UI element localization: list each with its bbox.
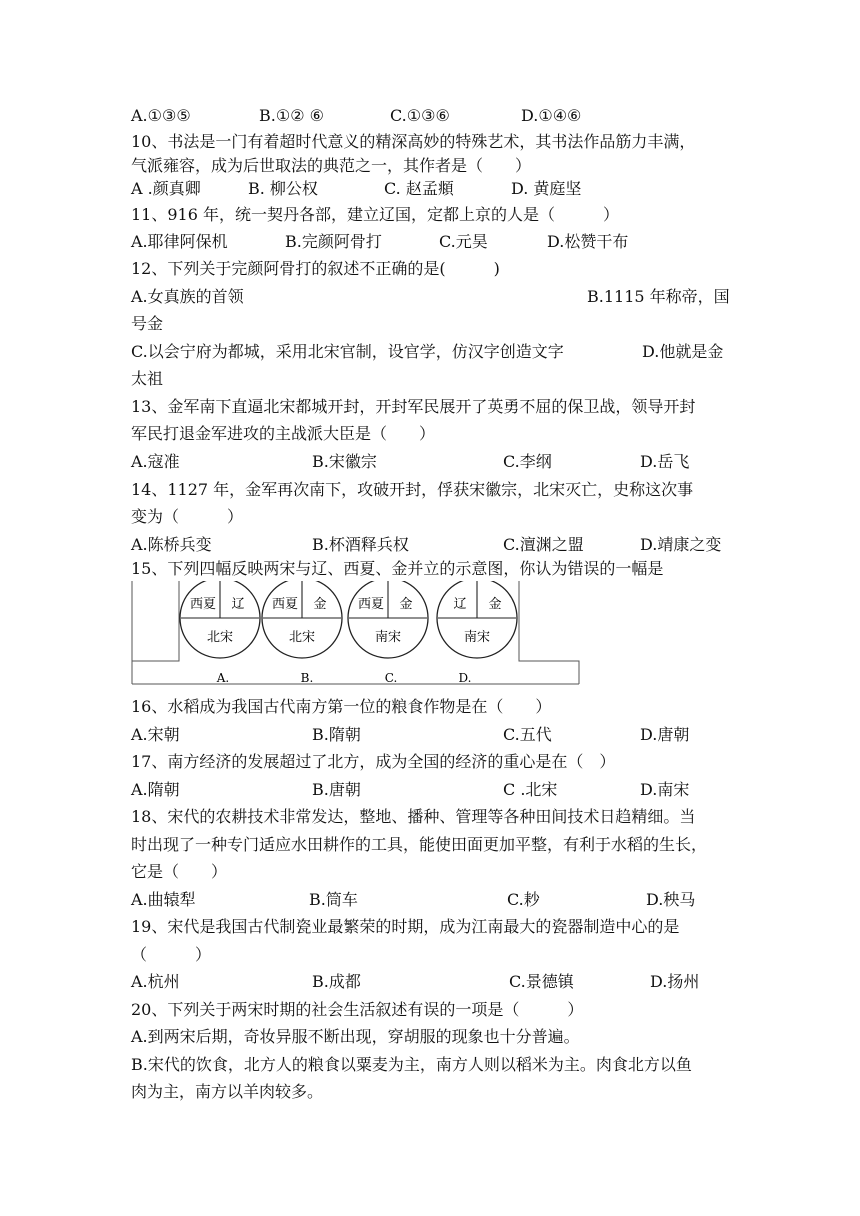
q17-option-d: D.南宋 xyxy=(640,780,690,799)
q19-stem-line1: 19、宋代是我国古代制瓷业最繁荣的时期，成为江南最大的瓷器制造中心的是 xyxy=(131,917,680,936)
q12-option-b-cont: 号金 xyxy=(131,314,164,333)
q17-option-c: C .北宋 xyxy=(503,780,558,799)
q10-stem-line2: 气派雍容，成为后世取法的典范之一，其作者是（ ） xyxy=(131,156,532,175)
q18-stem-line2: 时出现了一种专门适应水田耕作的工具，能使田面更加平整，有利于水稻的生长， xyxy=(131,835,708,854)
diagram-b xyxy=(262,581,342,685)
q14-option-c: C.澶渊之盟 xyxy=(503,535,584,554)
q14-option-a: A.陈桥兵变 xyxy=(131,535,212,554)
q13-stem-line1: 13、金军南下直逼北宋都城开封，开封军民展开了英勇不屈的保卫战，领导开封 xyxy=(131,397,696,416)
q13-option-b: B.宋徽宗 xyxy=(312,452,377,471)
q16-option-c: C.五代 xyxy=(503,725,552,744)
diagram-b-top-right: 金 xyxy=(313,597,327,612)
q11-option-a: A.耶律阿保机 xyxy=(131,232,228,251)
q18-option-d: D.秧马 xyxy=(646,890,696,909)
q20-option-b-line1: B.宋代的饮食，北方人的粮食以粟麦为主，南方人则以稻米为主。肉食北方以鱼 xyxy=(131,1055,692,1074)
diagram-d-label: D. xyxy=(458,671,472,685)
diagram-b-label: B. xyxy=(300,671,314,685)
diagram-a-top-right: 辽 xyxy=(231,597,245,612)
q15-diagram-figure xyxy=(131,581,581,689)
diagram-a xyxy=(180,581,260,685)
q19-option-d: D.扬州 xyxy=(650,972,700,991)
frame-right-bracket xyxy=(519,581,579,684)
q9-option-d: D.①④⑥ xyxy=(521,106,582,125)
q11-option-d: D.松赞干布 xyxy=(547,232,629,251)
q18-option-a: A.曲辕犁 xyxy=(131,890,196,909)
q11-stem: 11、916 年，统一契丹各部，建立辽国，定都上京的人是（ ） xyxy=(131,205,619,224)
diagram-d-top-right: 金 xyxy=(488,597,502,612)
diagram-a-top-left: 西夏 xyxy=(189,597,217,612)
q11-option-b: B.完颜阿骨打 xyxy=(285,232,382,251)
q10-option-d: D. 黄庭坚 xyxy=(511,179,582,198)
diagram-c-bottom: 南宋 xyxy=(374,630,402,645)
q12-stem: 12、下列关于完颜阿骨打的叙述不正确的是( ) xyxy=(131,259,500,278)
q9-option-b: B.①② ⑥ xyxy=(259,106,324,125)
q18-option-c: C.耖 xyxy=(507,890,540,909)
q14-stem-line2: 变为（ ） xyxy=(131,507,244,526)
q10-option-b: B. 柳公权 xyxy=(248,179,318,198)
q18-stem-line1: 18、宋代的农耕技术非常发达，整地、播种、管理等各种田间技术日趋精细。当 xyxy=(131,807,696,826)
q17-option-b: B.唐朝 xyxy=(312,780,361,799)
diagram-a-label: A. xyxy=(216,671,230,685)
q12-option-d-cont: 太祖 xyxy=(131,369,164,388)
q19-stem-line2: （ ） xyxy=(131,945,212,964)
q13-option-a: A.寇准 xyxy=(131,452,180,471)
diagram-c-top-left: 西夏 xyxy=(357,597,385,612)
q13-stem-line2: 军民打退金军进攻的主战派大臣是（ ） xyxy=(131,424,436,443)
q12-option-a: A.女真族的首领 xyxy=(131,287,244,306)
q10-stem-line1: 10、书法是一门有着超时代意义的精深高妙的特殊艺术，其书法作品筋力丰满， xyxy=(131,132,696,151)
q12-option-d: D.他就是金 xyxy=(642,342,724,361)
diagram-d-bottom: 南宋 xyxy=(463,630,491,645)
q9-option-c: C.①③⑥ xyxy=(390,106,450,125)
q12-option-c: C.以会宁府为都城，采用北宋官制，设官学，仿汉字创造文字 xyxy=(131,342,564,361)
q18-stem-line3: 它是（ ） xyxy=(131,862,228,881)
q10-option-c: C. 赵孟頫 xyxy=(384,179,454,198)
q20-option-a: A.到两宋后期，奇妆异服不断出现，穿胡服的现象也十分普遍。 xyxy=(131,1027,580,1046)
q16-option-b: B.隋朝 xyxy=(312,725,361,744)
q12-option-b: B.1115 年称帝，国 xyxy=(587,287,730,306)
q14-option-b: B.杯酒释兵权 xyxy=(312,535,409,554)
q19-option-c: C.景德镇 xyxy=(509,972,574,991)
diagram-d xyxy=(437,581,517,685)
frame-left-bracket xyxy=(132,581,179,661)
q13-option-d: D.岳飞 xyxy=(640,452,690,471)
diagram-d-top-left: 辽 xyxy=(453,597,467,612)
q19-option-b: B.成都 xyxy=(312,972,361,991)
q20-stem: 20、下列关于两宋时期的社会生活叙述有误的一项是（ ） xyxy=(131,1000,584,1019)
q17-stem: 17、南方经济的发展超过了北方，成为全国的经济的重心是在（ ） xyxy=(131,752,616,771)
diagram-b-bottom: 北宋 xyxy=(288,630,316,645)
q13-option-c: C.李纲 xyxy=(503,452,552,471)
q14-option-d: D.靖康之变 xyxy=(640,535,722,554)
q10-option-a: A .颜真卿 xyxy=(131,179,201,198)
q11-option-c: C.元昊 xyxy=(439,232,488,251)
q16-option-d: D.唐朝 xyxy=(640,725,690,744)
q18-option-b: B.筒车 xyxy=(309,890,358,909)
diagram-c xyxy=(348,581,428,685)
q17-option-a: A.隋朝 xyxy=(131,780,180,799)
diagram-a-bottom: 北宋 xyxy=(206,630,234,645)
q15-stem: 15、下列四幅反映两宋与辽、西夏、金并立的示意图，你认为错误的一幅是 xyxy=(131,559,664,578)
q19-option-a: A.杭州 xyxy=(131,972,180,991)
diagram-c-top-right: 金 xyxy=(399,597,413,612)
q16-stem: 16、水稻成为我国古代南方第一位的粮食作物是在（ ） xyxy=(131,697,552,716)
diagram-c-label: C. xyxy=(384,671,398,685)
diagram-b-top-left: 西夏 xyxy=(271,597,299,612)
q9-option-a: A.①③⑤ xyxy=(131,106,191,125)
q16-option-a: A.宋朝 xyxy=(131,725,180,744)
q20-option-b-line2: 肉为主，南方以羊肉较多。 xyxy=(131,1082,324,1101)
q14-stem-line1: 14、1127 年，金军再次南下，攻破开封，俘获宋徽宗，北宋灭亡，史称这次事 xyxy=(131,480,694,499)
